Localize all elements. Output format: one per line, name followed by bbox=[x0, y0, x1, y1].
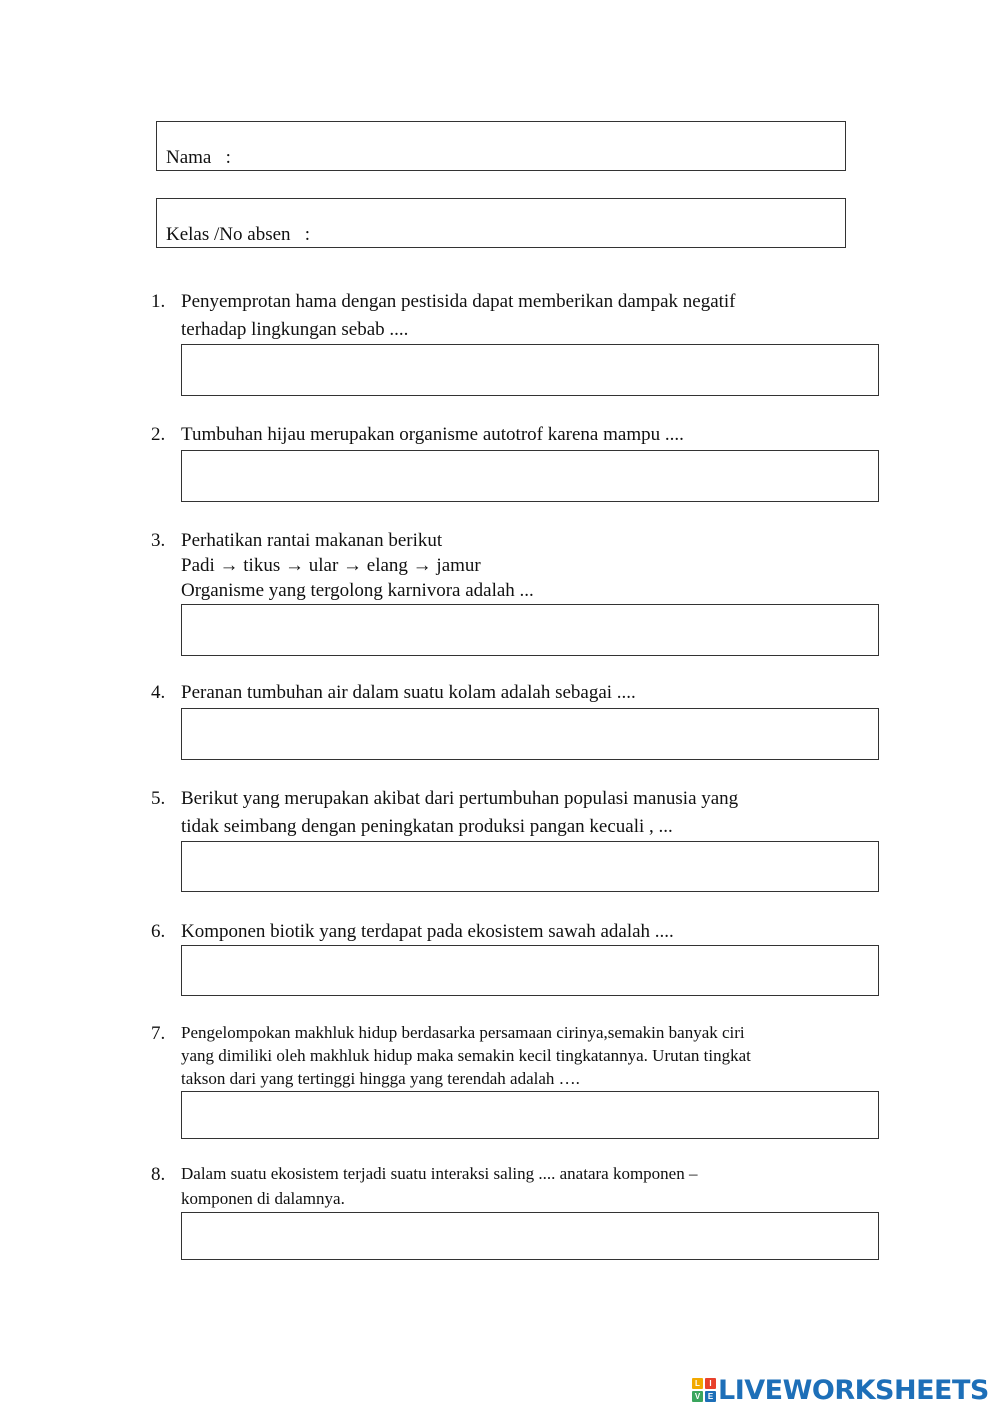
class-number-label: Kelas /No absen : bbox=[166, 224, 311, 245]
question-text-line: takson dari yang tertinggi hingga yang terendah adalah …. bbox=[181, 1069, 580, 1088]
question-number: 3. bbox=[151, 530, 166, 551]
question-number: 2. bbox=[151, 424, 166, 445]
liveworksheets-logo bbox=[692, 1374, 989, 1406]
logo-letter: V bbox=[692, 1391, 703, 1402]
question-text-line: Dalam suatu ekosistem terjadi suatu interaksi saling .... anatara komponen – bbox=[181, 1164, 698, 1183]
logo-wordmark: LIVEWORKSHEETS bbox=[718, 1374, 989, 1406]
question-number: 8. bbox=[151, 1164, 166, 1185]
name-field[interactable] bbox=[156, 121, 846, 171]
logo-letter: E bbox=[705, 1391, 716, 1402]
question-text-line: Penyemprotan hama dengan pestisida dapat memberikan dampak negatif bbox=[181, 291, 736, 312]
question-text-line: Organisme yang tergolong karnivora adalah ... bbox=[181, 580, 534, 601]
question-number: 6. bbox=[151, 921, 166, 942]
answer-input-4[interactable] bbox=[181, 708, 879, 760]
question-text-line: Pengelompokan makhluk hidup berdasarka persamaan cirinya,semakin banyak ciri bbox=[181, 1023, 745, 1042]
question-text-line: yang dimiliki oleh makhluk hidup maka semakin kecil tingkatannya. Urutan tingkat bbox=[181, 1046, 751, 1065]
answer-input-5[interactable] bbox=[181, 841, 879, 892]
logo-grid-icon bbox=[692, 1378, 716, 1402]
answer-input-2[interactable] bbox=[181, 450, 879, 502]
name-label: Nama : bbox=[166, 147, 231, 168]
question-text-line: Peranan tumbuhan air dalam suatu kolam adalah sebagai .... bbox=[181, 682, 636, 703]
answer-input-3[interactable] bbox=[181, 604, 879, 656]
answer-input-8[interactable] bbox=[181, 1212, 879, 1260]
question-text-line: terhadap lingkungan sebab .... bbox=[181, 319, 409, 340]
question-text-line: Komponen biotik yang terdapat pada ekosistem sawah adalah .... bbox=[181, 921, 674, 942]
question-text-line: Berikut yang merupakan akibat dari pertumbuhan populasi manusia yang bbox=[181, 788, 739, 809]
question-number: 1. bbox=[151, 291, 166, 312]
question-text-line: tidak seimbang dengan peningkatan produksi pangan kecuali , ... bbox=[181, 816, 673, 837]
question-text-line: Perhatikan rantai makanan berikut bbox=[181, 530, 443, 551]
question-number: 5. bbox=[151, 788, 166, 809]
food-chain-line: Padi → tikus → ular → elang → jamur bbox=[181, 555, 481, 576]
answer-input-6[interactable] bbox=[181, 945, 879, 996]
logo-letter: L bbox=[692, 1378, 703, 1389]
question-number: 7. bbox=[151, 1023, 166, 1044]
question-text-line: komponen di dalamnya. bbox=[181, 1189, 345, 1208]
question-number: 4. bbox=[151, 682, 166, 703]
question-text-line: Tumbuhan hijau merupakan organisme autotrof karena mampu .... bbox=[181, 424, 684, 445]
answer-input-1[interactable] bbox=[181, 344, 879, 396]
class-number-field[interactable] bbox=[156, 198, 846, 248]
logo-letter: I bbox=[705, 1378, 716, 1389]
answer-input-7[interactable] bbox=[181, 1091, 879, 1139]
